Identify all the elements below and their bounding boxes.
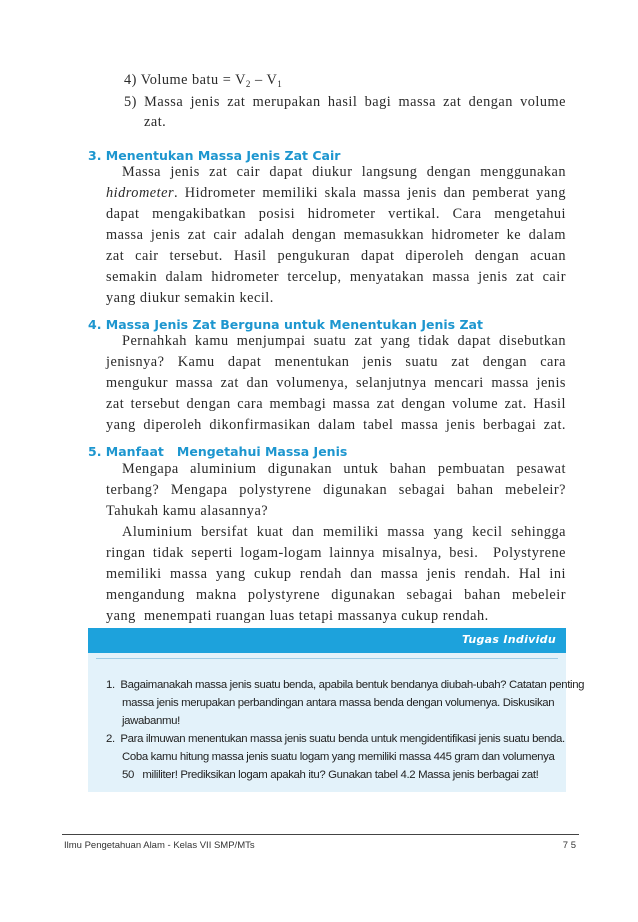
section-4-line-2: jenisnya? Kamu dapat menentukan jenis suatu zat dengan cara xyxy=(106,354,566,370)
task-question-1-line-2: massa jenis merupakan perbandingan antara massa benda dengan volumenya. Diskusikan xyxy=(122,697,555,709)
list-item-5-line-2: zat. xyxy=(144,114,167,130)
task-box xyxy=(88,628,585,792)
task-question-1-line-3: jawabanmu! xyxy=(122,715,180,727)
section-5-line-2: terbang? Mengapa polystyrene digunakan sebagai bahan mebeleir? xyxy=(106,482,566,498)
section-3-heading: 3. Menentukan Massa Jenis Zat Cair xyxy=(88,148,341,163)
section-3-line-1: Massa jenis zat cair dapat diukur langsung dengan menggunakan xyxy=(122,164,566,180)
task-question-1-line-1: 1. Bagaimanakah massa jenis suatu benda, apabila bentuk bendanya diubah-ubah? Catatan penting xyxy=(106,679,585,691)
section-5-line-6: memiliki massa yang cukup rendah dan massa jenis rendah. Hal ini xyxy=(106,566,566,582)
section-5-line-8: yang menempati ruangan luas tetapi massanya cukup rendah. xyxy=(106,608,489,624)
section-5-line-4: Aluminium bersifat kuat dan memiliki massa yang kecil sehingga xyxy=(122,524,566,540)
section-4-heading: 4. Massa Jenis Zat Berguna untuk Menentukan Jenis Zat xyxy=(88,317,483,332)
section-3-line-2: hidrometer. Hidrometer memiliki skala massa jenis dan pemberat yang xyxy=(106,185,566,201)
footer-divider xyxy=(62,834,579,835)
list-item-5-line-1: 5) Massa jenis zat merupakan hasil bagi massa zat dengan volume xyxy=(124,94,566,110)
task-box-title: Tugas Individu xyxy=(461,633,556,646)
section-4-line-4: zat tersebut dengan cara membagi massa zat dengan volume zat. Hasil xyxy=(106,396,566,412)
section-5-heading: 5. Manfaat Mengetahui Massa Jenis xyxy=(88,444,348,459)
section-3-line-7: yang diukur semakin kecil. xyxy=(106,290,274,306)
task-question-2-line-2: Coba kamu hitung massa jenis suatu logam yang memiliki massa 445 gram dan volumenya xyxy=(122,751,555,763)
section-3-line-4: massa jenis zat cair adalah dengan memasukkan hidrometer ke dalam xyxy=(106,227,566,243)
section-5-line-7: mengandung makna polystyrene digunakan sebagai bahan mebeleir xyxy=(106,587,566,603)
section-4-line-5: yang diperoleh dikonfirmasikan dalam tabel massa jenis berbagai zat. xyxy=(106,417,566,433)
section-3-line-5: zat cair tersebut. Hasil pengukuran dapat diperoleh dengan acuan xyxy=(106,248,566,264)
task-box-divider xyxy=(96,658,558,659)
section-3-line-3: dapat mengakibatkan posisi hidrometer vertikal. Cara mengetahui xyxy=(106,206,566,222)
hidrometer-term: hidrometer xyxy=(106,185,175,201)
section-5-line-3: Tahukah kamu alasannya? xyxy=(106,503,269,519)
footer-book-title: Ilmu Pengetahuan Alam - Kelas VII SMP/MTs xyxy=(64,840,255,851)
section-4-line-1: Pernahkah kamu menjumpai suatu zat yang tidak dapat disebutkan xyxy=(122,333,566,349)
section-5-line-1: Mengapa aluminium digunakan untuk bahan pembuatan pesawat xyxy=(122,461,566,477)
task-question-2-line-3: 50 mililiter! Prediksikan logam apakah itu? Gunakan tabel 4.2 Massa jenis berbagai zat! xyxy=(122,769,539,781)
section-5-line-5: ringan tidak seperti logam-logam lainnya misalnya, besi. Polystyrene xyxy=(106,545,566,561)
task-box-header xyxy=(88,628,566,653)
section-4-line-3: mengukur massa zat dan volumenya, selanjutnya mencari massa jenis xyxy=(106,375,566,391)
list-item-4: 4) Volume batu = $V_2 - V_1$ xyxy=(124,72,283,89)
task-question-2-line-1: 2. Para ilmuwan menentukan massa jenis suatu benda untuk mengidentifikasi jenis suatu benda. xyxy=(106,733,565,745)
section-3-line-6: semakin dalam hidrometer tercelup, menyatakan massa jenis zat cair xyxy=(106,269,566,285)
page-number: 7 5 xyxy=(562,840,576,851)
